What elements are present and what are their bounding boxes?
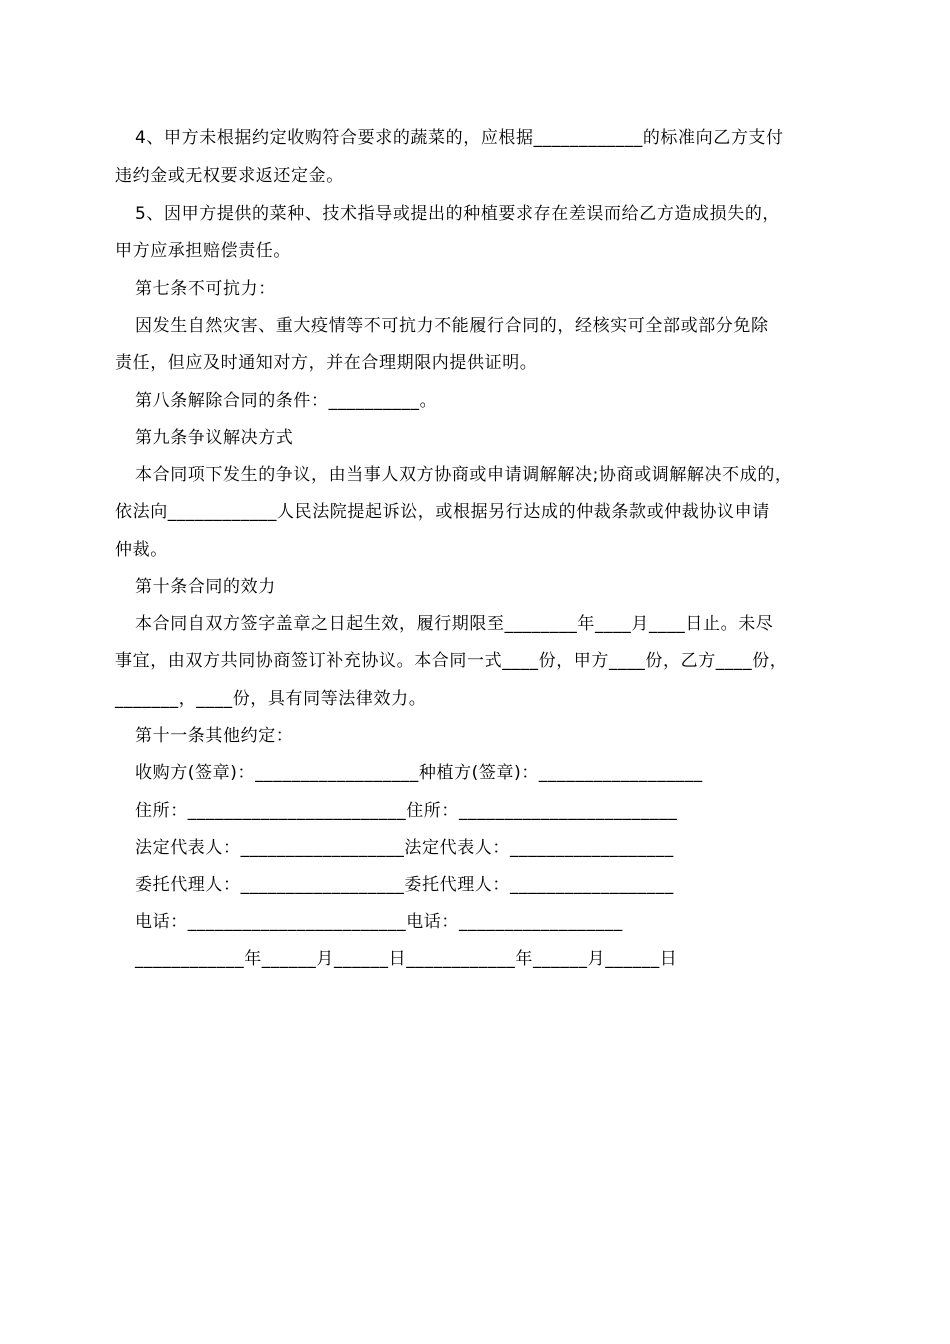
date-line: ____________年______月______日____________年______月______日 bbox=[135, 949, 678, 969]
clause-7-body-line-1: 因发生自然灾害、重大疫情等不可抗力不能履行合同的，经核实可全部或部分免除 bbox=[135, 316, 769, 336]
clause-6-item-4-line-1: 4、甲方未根据约定收购符合要求的蔬菜的，应根据____________的标准向乙方支付 bbox=[135, 128, 784, 148]
clause-10-heading: 第十条合同的效力 bbox=[135, 577, 276, 597]
clause-6-item-5-line-1: 5、因甲方提供的菜种、技术指导或提出的种植要求存在差误而给乙方造成损失的， bbox=[135, 204, 781, 224]
clause-6-item-5-line-2: 甲方应承担赔偿责任。 bbox=[115, 241, 291, 261]
authorized-agent-line: 委托代理人：__________________委托代理人：__________________ bbox=[135, 875, 674, 895]
clause-9-body-line-1: 本合同项下发生的争议，由当事人双方协商或申请调解解决;协商或调解解决不成的， bbox=[135, 465, 793, 485]
clause-7-body-line-2: 责任，但应及时通知对方，并在合理期限内提供证明。 bbox=[115, 353, 538, 373]
legal-representative-line: 法定代表人：__________________法定代表人：__________________ bbox=[135, 838, 674, 858]
clause-6-item-4-line-2: 违约金或无权要求返还定金。 bbox=[115, 166, 344, 186]
clause-11-heading: 第十一条其他约定： bbox=[135, 726, 294, 746]
clause-10-body-line-3: _______，____份，具有同等法律效力。 bbox=[115, 689, 427, 709]
phone-line: 电话：________________________电话：__________________ bbox=[135, 912, 623, 932]
clause-8-heading: 第八条解除合同的条件：__________。 bbox=[135, 391, 438, 411]
address-line: 住所：________________________住所：________________________ bbox=[135, 801, 678, 821]
clause-9-body-line-3: 仲裁。 bbox=[115, 540, 168, 560]
clause-10-body-line-2: 事宜，由双方共同协商签订补充协议。本合同一式____份，甲方____份，乙方____份， bbox=[115, 651, 788, 671]
clause-9-heading: 第九条争议解决方式 bbox=[135, 428, 294, 448]
clause-7-heading: 第七条不可抗力： bbox=[135, 279, 276, 299]
signature-parties-line: 收购方(签章)：__________________种植方(签章)：__________________ bbox=[135, 763, 703, 783]
clause-9-body-line-2: 依法向____________人民法院提起诉讼，或根据另行达成的仲裁条款或仲裁协议申请 bbox=[115, 502, 770, 522]
clause-10-body-line-1: 本合同自双方签字盖章之日起生效，履行期限至________年____月____日止。未尽 bbox=[135, 614, 774, 634]
